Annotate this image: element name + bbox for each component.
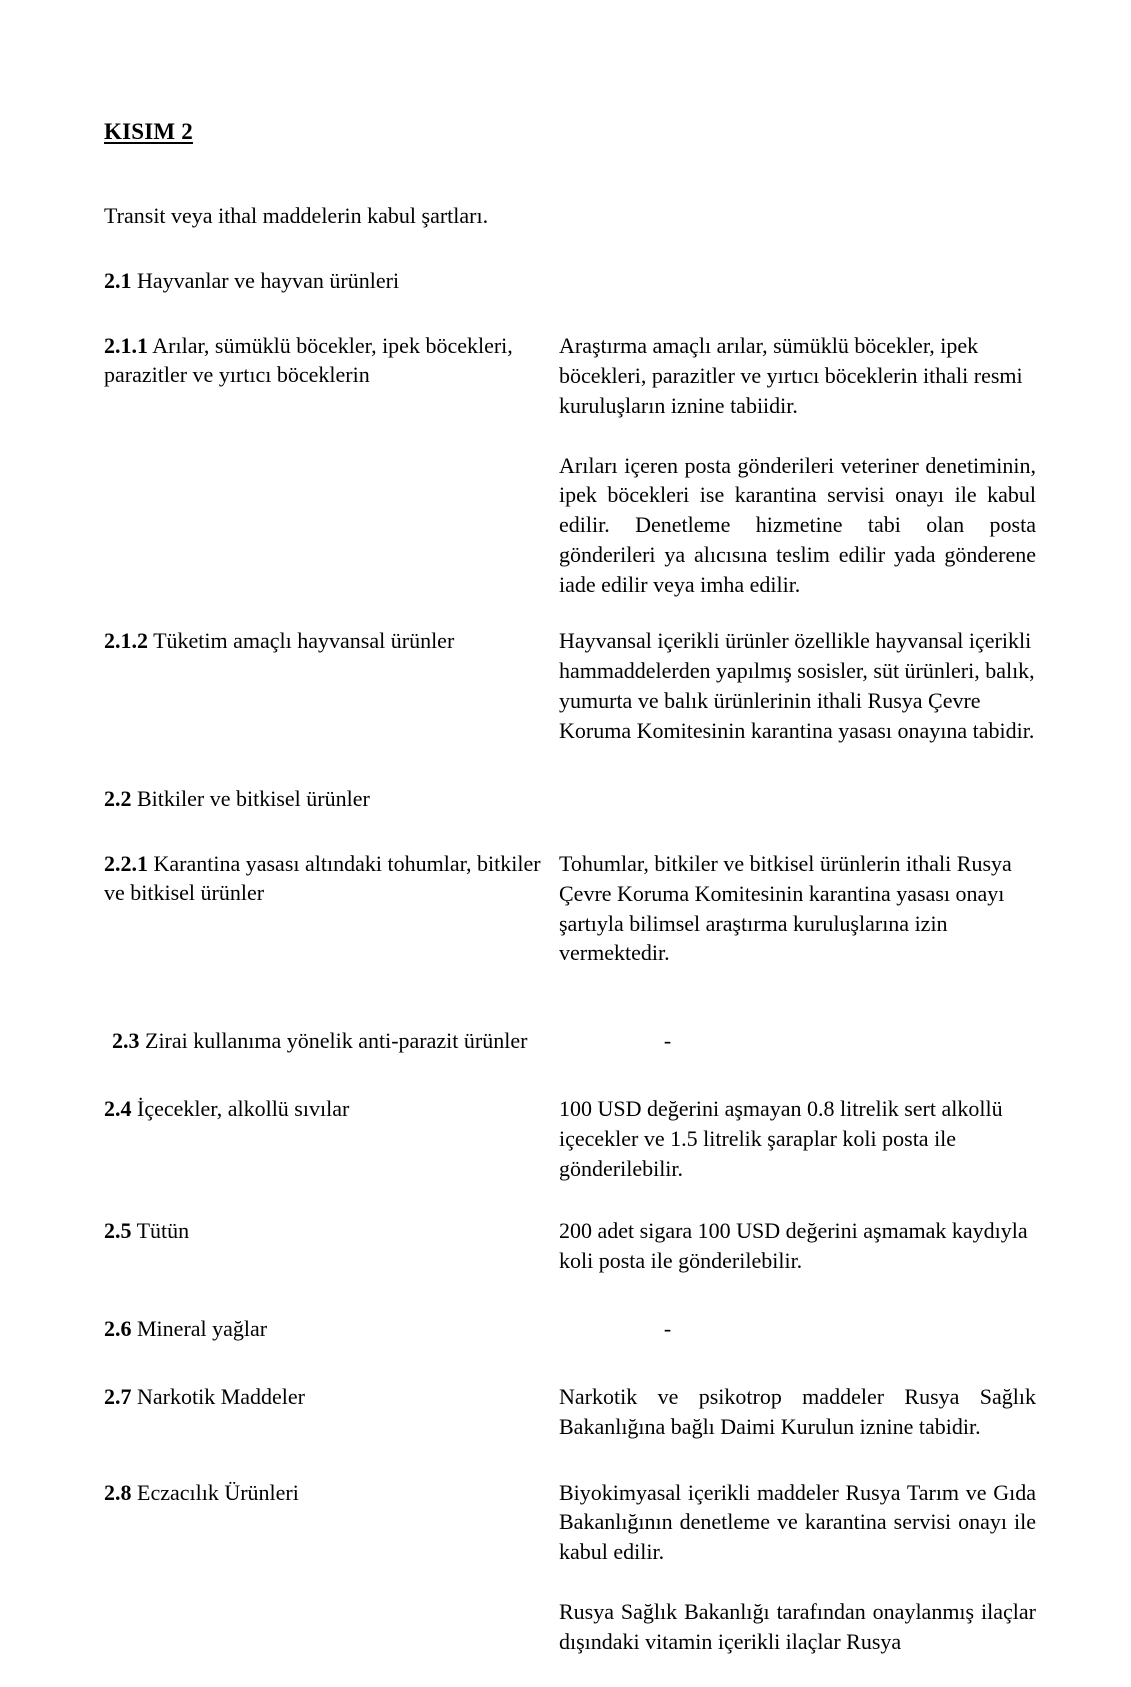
page-title: KISIM 2 <box>104 119 193 144</box>
section-title-2-2: Bitkiler ve bitkisel ürünler <box>131 785 370 811</box>
section-number-2-2-1: 2.2.1 <box>104 850 148 876</box>
section-title-2-4: İçecekler, alkollü sıvılar <box>131 1096 350 1122</box>
section-body-2-6: - <box>663 1315 672 1341</box>
section-label-2-8 <box>104 1478 559 1507</box>
section-title-2-6: Mineral yağlar <box>131 1315 268 1341</box>
section-label-2-5 <box>104 1216 559 1245</box>
section-label-2-1-1 <box>104 331 559 389</box>
paragraph: Biyokimyasal içerikli maddeler Rusya Tarım ve Gıda Bakanlığının denetleme ve karantina servisi onayı ile kabul edilir. <box>559 1479 1036 1565</box>
paragraph: Rusya Sağlık Bakanlığı tarafından onaylanmış ilaçlar dışındaki vitamin içerikli ilaçlar Rusya <box>559 1599 1036 1655</box>
section-label-2-1-2 <box>104 626 559 655</box>
section-label-2-3 <box>104 1026 559 1055</box>
paragraph: 200 adet sigara 100 USD değerini aşmamak kaydıyla koli posta ile gönderilebilir. <box>559 1217 1028 1273</box>
section-body-2-1-1 <box>559 331 1036 600</box>
section-number-2-1: 2.1 <box>104 267 132 293</box>
section-label-2-6 <box>104 1314 559 1343</box>
section-body-2-5 <box>559 1216 1036 1276</box>
section-row-2-1-2 <box>104 626 1036 746</box>
section-number-2-4: 2.4 <box>104 1096 132 1122</box>
section-number-2-7: 2.7 <box>104 1383 132 1409</box>
section-number-2-2: 2.2 <box>104 785 132 811</box>
paragraph: Narkotik ve psikotrop maddeler Rusya Sağlık Bakanlığına bağlı Daimi Kurulun iznine tabidir. <box>559 1383 1036 1439</box>
section-row-2-6 <box>104 1314 1036 1344</box>
section-row-2-8 <box>104 1478 1036 1658</box>
section-number-2-8: 2.8 <box>104 1479 132 1505</box>
section-title-2-1-2: Tüketim amaçlı hayvansal ürünler <box>148 628 455 654</box>
section-body-2-4 <box>559 1094 1036 1184</box>
section-number-2-1-1: 2.1.1 <box>104 332 148 358</box>
section-title-2-3: Zirai kullanıma yönelik anti-parazit ürünler <box>139 1028 528 1054</box>
section-row-2-2-1 <box>104 849 1036 969</box>
intro-paragraph: Transit veya ithal maddelerin kabul şartları. <box>104 202 489 228</box>
section-label-2-2-1 <box>104 849 559 907</box>
paragraph: 100 USD değerini aşmayan 0.8 litrelik sert alkollü içecekler ve 1.5 litrelik şaraplar koli posta ile gönderilebilir. <box>559 1096 1003 1182</box>
section-body-2-2-1 <box>559 849 1036 969</box>
section-title-2-8: Eczacılık Ürünleri <box>131 1479 299 1505</box>
section-title-2-1-1: Arılar, sümüklü böcekler, ipek böcekleri, parazitler ve yırtıcı böceklerin <box>104 332 513 387</box>
section-number-2-1-2: 2.1.2 <box>104 628 148 654</box>
section-row-2-7 <box>104 1382 1036 1442</box>
section-row-2-5 <box>104 1216 1036 1276</box>
paragraph: Araştırma amaçlı arılar, sümüklü böcekler, ipek böcekleri, parazitler ve yırtıcı böceklerin ithali resmi kuruluşların iznine tabiidir. <box>559 332 1023 418</box>
section-heading-2-2 <box>104 784 1036 813</box>
paragraph: Hayvansal içerikli ürünler özellikle hayvansal içerikli hammaddelerden yapılmış sosisler, süt ürünleri, balık, yumurta ve balık ürünlerinin ithali Rusya Çevre Koruma Komitesinin karantina yasası onayına tabidir. <box>559 628 1035 743</box>
section-body-2-1-2 <box>559 626 1036 746</box>
section-title-2-1: Hayvanlar ve hayvan ürünleri <box>131 267 400 293</box>
paragraph: Arıları içeren posta gönderileri veteriner denetiminin, ipek böcekleri ise karantina servisi onayı ile kabul edilir. Denetleme hizmetine tabi olan posta gönderileri ya alıcısına teslim edilir yada gönderene iade edilir veya imha edilir. <box>559 452 1036 598</box>
section-row-2-1-1 <box>104 331 1036 600</box>
section-number-2-5: 2.5 <box>104 1217 132 1243</box>
paragraph: Tohumlar, bitkiler ve bitkisel ürünlerin ithali Rusya Çevre Koruma Komitesinin karantina yasası onayı şartıyla bilimsel araştırma kuruluşlarına izin vermektedir. <box>559 850 1012 966</box>
section-title-2-2-1: Karantina yasası altındaki tohumlar, bitkiler ve bitkisel ürünler <box>104 850 541 905</box>
section-body-2-3: - <box>663 1028 672 1054</box>
section-label-2-7 <box>104 1382 559 1411</box>
section-heading-2-1 <box>104 266 1036 295</box>
section-body-2-8 <box>559 1478 1036 1658</box>
document-content <box>104 118 1036 1687</box>
section-number-2-6: 2.6 <box>104 1315 132 1341</box>
section-body-2-7 <box>559 1382 1036 1442</box>
section-row-2-3 <box>104 1026 1036 1056</box>
section-row-2-4 <box>104 1094 1036 1184</box>
section-title-2-7: Narkotik Maddeler <box>131 1383 305 1409</box>
section-title-2-5: Tütün <box>131 1217 190 1243</box>
section-label-2-4 <box>104 1094 559 1123</box>
section-number-2-3: 2.3 <box>112 1028 140 1054</box>
